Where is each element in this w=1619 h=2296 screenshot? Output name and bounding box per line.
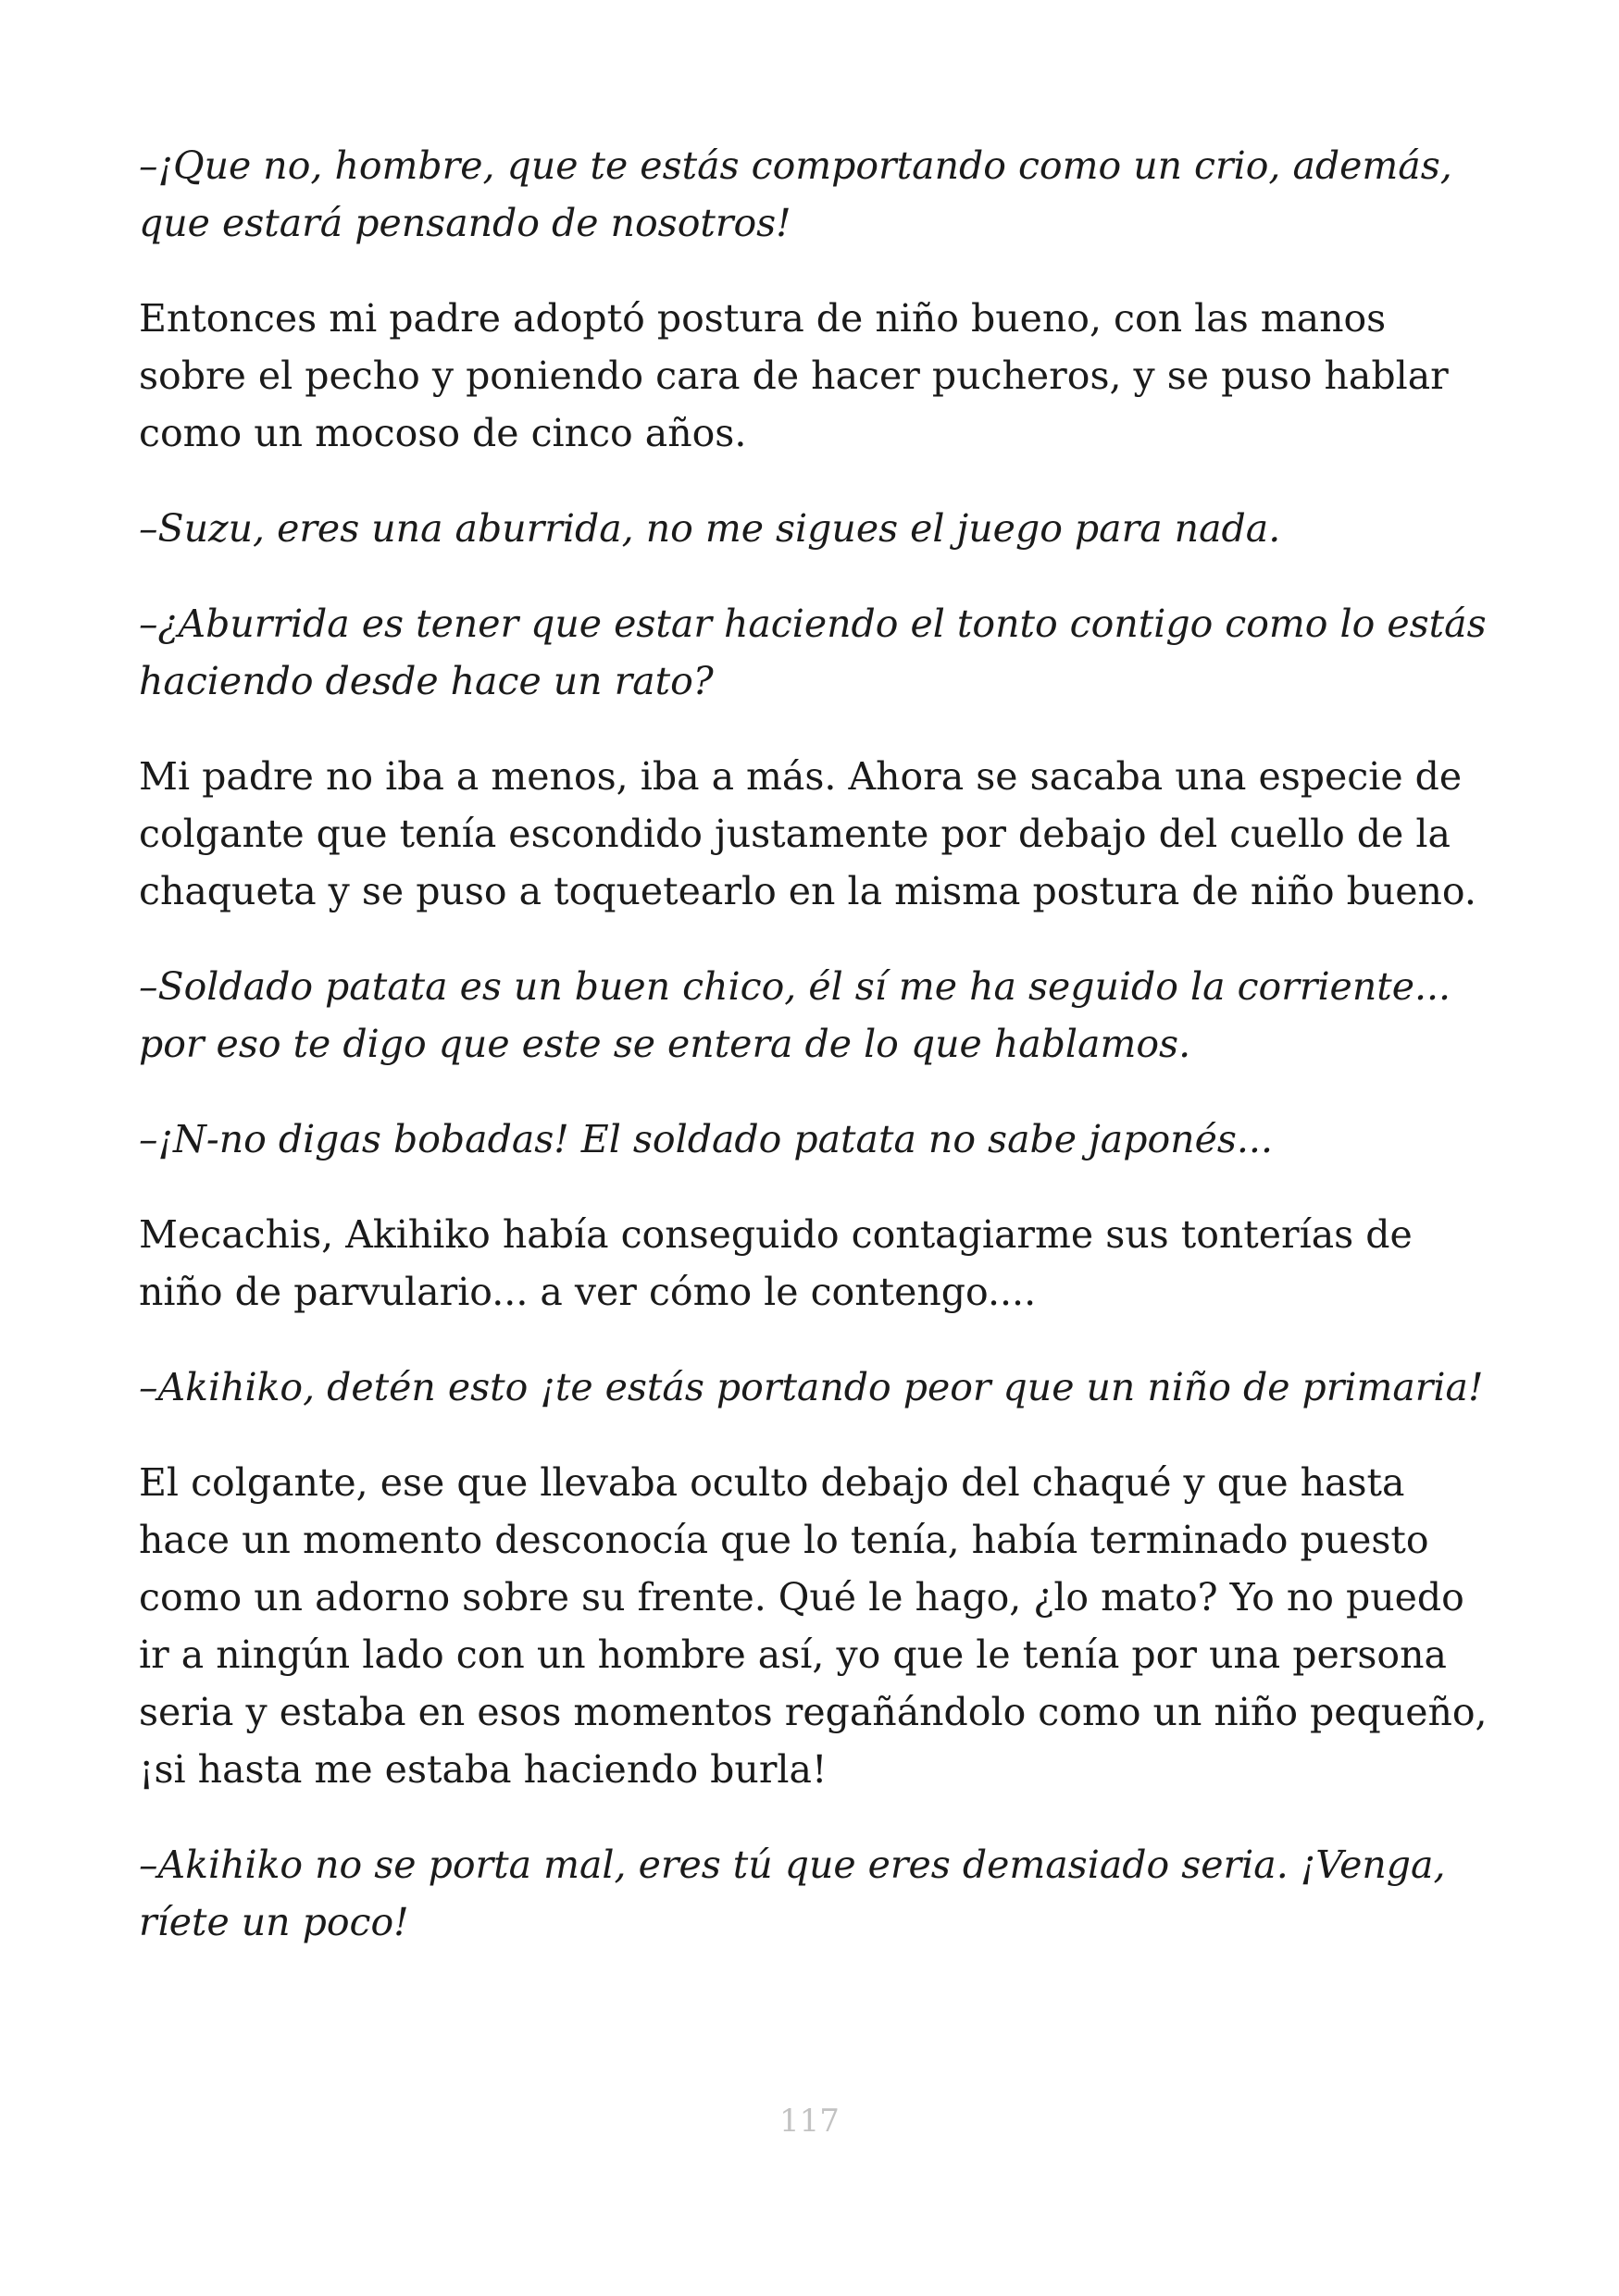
paragraph-dialogue: –Suzu, eres una aburrida, no me sigues el juego para nada. (139, 506, 1281, 551)
paragraph-dialogue: –Akihiko no se porta mal, eres tú que eres demasiado seria. ¡Venga, ríete un poco! (139, 1843, 1446, 1944)
paragraph-narration: El colgante, ese que llevaba oculto debajo del chaqué y que hasta hace un momento desconocía que lo tenía, había terminado puesto como un adorno sobre su frente. Qué le hago, ¿lo mato? Yo no puedo ir a ningún lado con un hombre así, yo que le tenía por una persona seria y estaba en esos momentos regañándolo como un niño pequeño, ¡si hasta me estaba haciendo burla! (139, 1460, 1488, 1792)
paragraph-narration: Mecachis, Akihiko había conseguido contagiarme sus tonterías de niño de parvulario... a ver cómo le contengo.... (139, 1212, 1413, 1314)
text-body (139, 137, 1490, 1989)
paragraph-dialogue: –¡Que no, hombre, que te estás comportando como un crio, además, que estará pensando de nosotros! (139, 143, 1452, 245)
paragraph-narration: Entonces mi padre adoptó postura de niño bueno, con las manos sobre el pecho y poniendo cara de hacer pucheros, y se puso hablar como un mocoso de cinco años. (139, 296, 1449, 455)
paragraph-dialogue: –Soldado patata es un buen chico, él sí me ha seguido la corriente... por eso te digo que este se entera de lo que hablamos. (139, 964, 1451, 1066)
paragraph-dialogue: –Akihiko, detén esto ¡te estás portando peor que un niño de primaria! (139, 1365, 1484, 1409)
page-number: 117 (779, 2103, 840, 2140)
paragraph-dialogue: –¡N-no digas bobadas! El soldado patata no sabe japonés... (139, 1117, 1273, 1161)
paragraph-dialogue: –¿Aburrida es tener que estar haciendo el tonto contigo como lo estás haciendo desde hace un rato? (139, 602, 1487, 703)
paragraph-narration: Mi padre no iba a menos, iba a más. Ahora se sacaba una especie de colgante que tenía escondido justamente por debajo del cuello de la chaqueta y se puso a toquetearlo en la misma postura de niño bueno. (139, 754, 1476, 913)
